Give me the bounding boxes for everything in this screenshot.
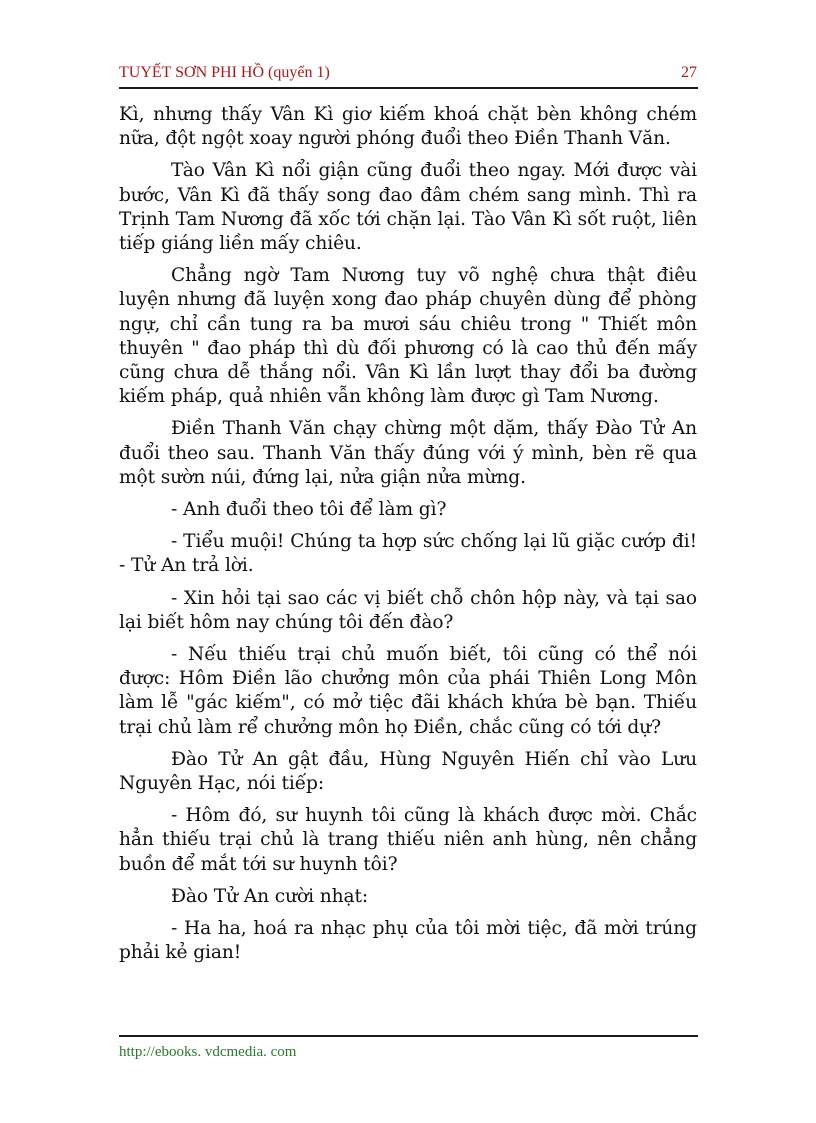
paragraph: Đào Tử An cười nhạt:	[171, 885, 369, 907]
paragraph: Điền Thanh Văn chạy chừng một dặm, thấy Đào Tử An đuổi theo sau. Thanh Văn thấy đúng với ý mình, bèn rẽ qua một sườn núi, đứng lại, nửa giận nửa mừng.	[119, 418, 697, 488]
page-body	[119, 103, 697, 974]
book-title: TUYẾT SƠN PHI HỒ (quyển 1)	[119, 64, 330, 81]
footer-divider	[119, 1035, 698, 1037]
page-number: 27	[681, 64, 697, 81]
paragraph: Kì, nhưng thấy Vân Kì giơ kiếm khoá chặt bèn không chém nữa, đột ngột xoay người phóng đuổi theo Điền Thanh Văn.	[119, 104, 697, 150]
footer-link[interactable]: http://ebooks. vdcmedia. com	[119, 1044, 297, 1060]
paragraph: Đào Tử An gật đầu, Hùng Nguyên Hiến chỉ vào Lưu Nguyên Hạc, nói tiếp:	[119, 748, 697, 795]
paragraph: - Ha ha, hoá ra nhạc phụ của tôi mời tiệc, đã mời trúng phải kẻ gian!	[119, 918, 697, 964]
header-divider	[119, 87, 698, 89]
paragraph: - Anh đuổi theo tôi để làm gì?	[171, 499, 447, 521]
paragraph: - Nếu thiếu trại chủ muốn biết, tôi cũng có thể nói được: Hôm Điền lão chưởng môn của phái Thiên Long Môn làm lễ "gác kiếm", có mở tiệc đãi khách khứa bè bạn. Thiếu trại chủ làm rể chưởng môn họ Điền, chắc cũng có tới dự?	[119, 644, 697, 738]
page-header	[119, 64, 697, 82]
paragraph: Tào Vân Kì nổi giận cũng đuổi theo ngay. Mới được vài bước, Vân Kì đã thấy song đao đâm chém sang mình. Thì ra Trịnh Tam Nương đã xốc tới chặn lại. Tào Vân Kì sốt ruột, liên tiếp giáng liền mấy chiêu.	[119, 160, 697, 255]
paragraph: - Xin hỏi tại sao các vị biết chỗ chôn hộp này, và tại sao lại biết hôm nay chúng tôi đến đào?	[119, 587, 697, 633]
paragraph: - Hôm đó, sư huynh tôi cũng là khách được mời. Chắc hẳn thiếu trại chủ là trang thiếu niên anh hùng, nên chẳng buồn để mắt tới sư huynh tôi?	[119, 805, 697, 875]
paragraph: - Tiểu muội! Chúng ta hợp sức chống lại lũ giặc cướp đi! - Tử An trả lời.	[119, 531, 697, 577]
paragraph: Chẳng ngờ Tam Nương tuy võ nghệ chưa thật điêu luyện nhưng đã luyện xong đao pháp chuyên dùng để phòng ngự, chỉ cần tung ra ba mươi sáu chiêu trong " Thiết môn thuyên " đao pháp thì dù đối phương có là cao thủ đến mấy cũng chưa dễ thắng nổi. Vân Kì lần lượt thay đổi ba đường kiếm pháp, quả nhiên vẫn không làm được gì Tam Nương.	[119, 265, 697, 408]
